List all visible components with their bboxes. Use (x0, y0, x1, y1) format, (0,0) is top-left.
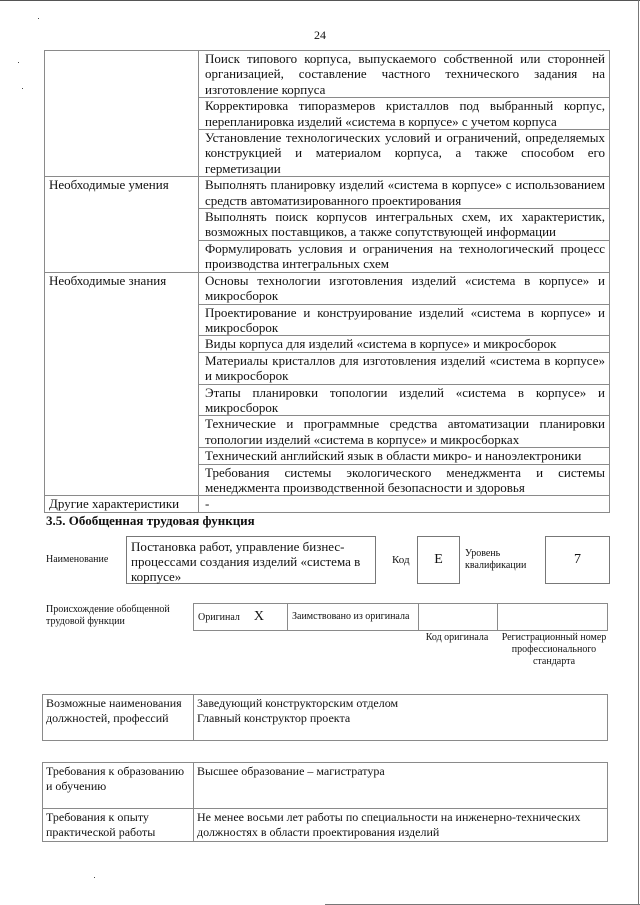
skill-item: Выполнять планировку изделий «система в корпусе» с использованием средств автоматизированного проектирования (199, 177, 610, 209)
original-mark: X (253, 608, 265, 624)
scan-speck (18, 62, 19, 63)
knowledge-item: Материалы кристаллов для изготовления изделий «система в корпусе» и микросборок (199, 352, 610, 384)
origin-label: Происхождение обобщенной трудовой функции (46, 604, 170, 627)
origin-table (193, 603, 608, 631)
other-characteristics-value: - (199, 496, 610, 512)
competency-table (44, 50, 610, 513)
section-title: 3.5. Обобщенная трудовая функция (46, 513, 255, 528)
table-row (45, 272, 610, 304)
code-original-caption: Код оригинала (425, 632, 489, 643)
row-label (45, 51, 199, 177)
experience-requirements-label: Требования к опыту практической работы (43, 809, 194, 842)
knowledge-item: Технические и программные средства автоматизации планировки топологии изделий «система в корпусе» и микросборках (199, 416, 610, 448)
code-original-value (419, 604, 498, 631)
labor-action: Поиск типового корпуса, выпускаемого собственной или сторонней организацией, составление частного технического задания на изготовление корпуса (199, 51, 610, 98)
table-row (43, 695, 608, 741)
table-row (45, 177, 610, 209)
page-number: 24 (314, 28, 326, 42)
table-row (45, 51, 610, 98)
experience-requirements-value: Не менее восьми лет работы по специальности на инженерно-технических должностях в области проектирования изделий (194, 809, 608, 842)
positions-label: Возможные наименования должностей, профессий (43, 695, 194, 741)
requirements-table (42, 762, 608, 842)
table-row (43, 809, 608, 842)
knowledge-label: Необходимые знания (45, 272, 199, 496)
education-requirements-label: Требования к образованию и обучению (43, 763, 194, 809)
skill-item: Формулировать условия и ограничения на технологический процесс производства интегральных схем (199, 240, 610, 272)
skill-item: Выполнять поиск корпусов интегральных схем, их характеристик, возможных поставщиков, а также сопутствующей информации (199, 209, 610, 241)
name-label: Наименование (46, 554, 109, 565)
scan-speck (38, 18, 39, 19)
table-row (43, 763, 608, 809)
labor-action: Корректировка типоразмеров кристаллов под выбранный корпус, перепланировка изделий «система в корпусе» с учетом корпуса (199, 98, 610, 130)
reg-number-value (498, 604, 608, 631)
position-item: Заведующий конструкторским отделом (197, 696, 399, 710)
reg-number-caption: Регистрационный номер профессионального стандарта (501, 632, 607, 667)
education-requirements-value: Высшее образование – магистратура (194, 763, 608, 809)
scan-speck (94, 877, 95, 878)
labor-action: Установление технологических условий и ограничений, определяемых конструкцией и материалом корпуса, а также способом его герметизации (199, 130, 610, 177)
table-row (194, 604, 608, 631)
knowledge-item: Технический английский язык в области микро- и наноэлектроники (199, 448, 610, 464)
other-characteristics-label: Другие характеристики (45, 496, 199, 512)
skills-label: Необходимые умения (45, 177, 199, 272)
position-item: Главный конструктор проекта (197, 711, 351, 725)
borrowed-label: Заимствовано из оригинала (288, 604, 419, 631)
original-label: Оригинал (198, 611, 240, 623)
knowledge-item: Этапы планировки топологии изделий «система в корпусе» и микросборок (199, 384, 610, 416)
positions-table (42, 694, 608, 741)
knowledge-item: Виды корпуса для изделий «система в корпусе» и микросборок (199, 336, 610, 352)
table-row (45, 496, 610, 512)
scan-speck (22, 88, 23, 89)
qualification-level-box: 7 (545, 536, 610, 584)
knowledge-item: Основы технологии изготовления изделий «система в корпусе» и микросборок (199, 272, 610, 304)
function-code-box: Е (417, 536, 460, 584)
knowledge-item: Требования системы экологического менеджмента и системы менеджмента производственной безопасности и здоровья (199, 464, 610, 496)
code-label: Код (392, 554, 410, 566)
knowledge-item: Проектирование и конструирование изделий «система в корпусе» и микросборок (199, 304, 610, 336)
function-name-box: Постановка работ, управление бизнес-процессами создания изделий «система в корпусе» (126, 536, 376, 584)
origin-original-cell (194, 604, 288, 631)
qualification-level-label: Уровень квалификации (465, 548, 527, 571)
scan-edge-top (0, 0, 640, 1)
scan-edge-right (638, 0, 639, 905)
positions-values (194, 695, 608, 741)
